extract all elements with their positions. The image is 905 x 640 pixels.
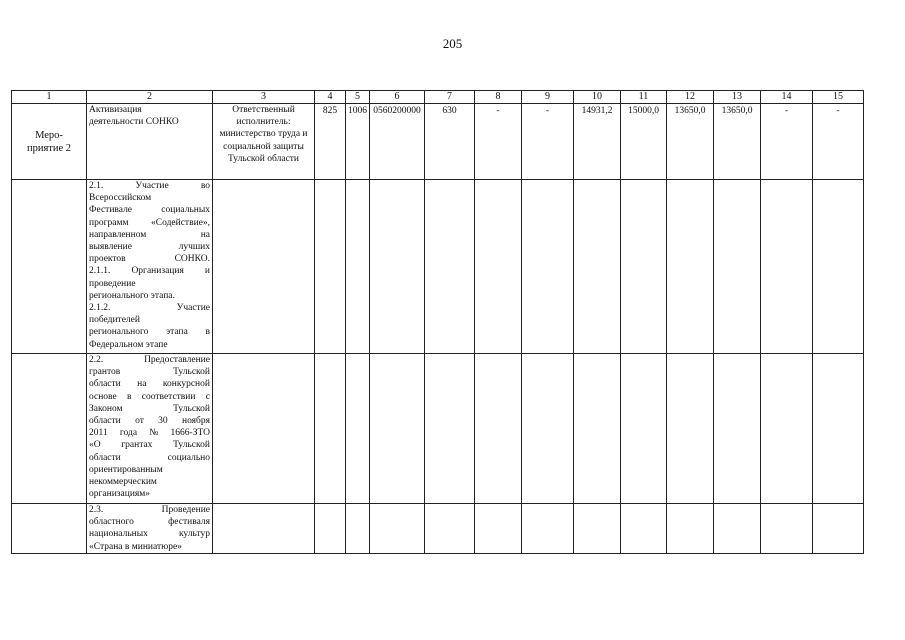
activity-word: и xyxy=(204,266,210,277)
activity-word: организациям» xyxy=(89,489,151,500)
page-number: 205 xyxy=(442,36,463,51)
activity-word: культур xyxy=(178,529,210,540)
empty-cell xyxy=(425,180,475,354)
column-header: 3 xyxy=(213,91,315,104)
activity-title-line: деятельности СОНКО xyxy=(89,117,179,128)
activity-word: области xyxy=(89,379,121,390)
value-cell: 630 xyxy=(425,104,475,180)
table-row xyxy=(12,504,864,554)
activity-text-line xyxy=(89,229,210,241)
activity-word: выявление xyxy=(89,242,132,253)
empty-cell xyxy=(475,180,522,354)
value-cell: 1006 xyxy=(346,104,370,180)
activity-word: 30 xyxy=(158,416,168,427)
activity-2-2-cell xyxy=(87,354,213,504)
column-header: 13 xyxy=(714,91,761,104)
activity-word: с xyxy=(205,391,210,402)
empty-cell xyxy=(621,180,667,354)
value-cell: 13650,0 xyxy=(667,104,714,180)
activity-word: в xyxy=(205,327,210,338)
activity-word: грантов xyxy=(89,367,121,378)
activity-word: программ xyxy=(89,217,129,228)
empty-cell xyxy=(522,180,574,354)
activity-word: проектов xyxy=(89,254,126,265)
empty-cell xyxy=(475,354,522,504)
empty-cell xyxy=(574,180,621,354)
activity-word: «Страна в миниатюре» xyxy=(89,541,182,552)
column-header: 10 xyxy=(574,91,621,104)
activity-text-line xyxy=(89,488,210,500)
activity-text-line xyxy=(89,504,210,516)
column-header: 4 xyxy=(315,91,346,104)
activity-text-line xyxy=(89,204,210,216)
activity-word: ноября xyxy=(181,416,210,427)
activity-text-line xyxy=(89,403,210,415)
activity-text-line xyxy=(89,314,210,326)
activity-word: года xyxy=(119,428,138,439)
empty-cell xyxy=(370,354,425,504)
column-header: 5 xyxy=(346,91,370,104)
column-header: 14 xyxy=(761,91,813,104)
activity-word: Участие xyxy=(135,181,169,191)
activity-text-line xyxy=(89,516,210,528)
activity-word: Тульской xyxy=(173,440,210,451)
column-header: 2 xyxy=(87,91,213,104)
empty-cell xyxy=(574,354,621,504)
empty-cell xyxy=(761,180,813,354)
value-cell: 14931,2 xyxy=(574,104,621,180)
column-header: 12 xyxy=(667,91,714,104)
activity-word: Организация xyxy=(131,266,184,277)
activity-word: области xyxy=(89,452,121,463)
empty-cell xyxy=(346,504,370,554)
column-header: 11 xyxy=(621,91,667,104)
activity-text-line xyxy=(89,339,210,351)
value-cell: - xyxy=(522,104,574,180)
activity-2-3-cell xyxy=(87,504,213,554)
activity-word: 2.2. xyxy=(89,355,104,365)
activity-word: Тульской xyxy=(173,403,210,414)
column-header: 6 xyxy=(370,91,425,104)
activity-word: Проведение xyxy=(161,505,210,515)
empty-cell xyxy=(213,504,315,554)
activity-word: этапа xyxy=(166,327,188,338)
activity-word: Федеральном этапе xyxy=(89,339,168,350)
empty-cell xyxy=(315,354,346,504)
empty-cell xyxy=(425,504,475,554)
activity-word: Участие xyxy=(176,303,210,314)
activity-word: социально xyxy=(167,452,210,463)
empty-cell xyxy=(522,354,574,504)
empty-cell xyxy=(574,504,621,554)
empty-cell xyxy=(714,354,761,504)
row-label-cell xyxy=(12,104,87,180)
activity-text-line xyxy=(89,366,210,378)
activity-text-line xyxy=(89,253,210,265)
value-cell: - xyxy=(761,104,813,180)
activity-word: «О xyxy=(89,440,101,451)
activity-word: 2.1. xyxy=(89,181,104,191)
activity-text-line xyxy=(89,378,210,390)
activity-text-line xyxy=(89,290,210,302)
activity-word: 1666-ЗТО xyxy=(170,428,210,439)
activity-text-line xyxy=(89,528,210,540)
activity-word: Всероссийском xyxy=(89,193,152,204)
empty-cell xyxy=(621,354,667,504)
empty-cell xyxy=(213,354,315,504)
empty-cell xyxy=(667,354,714,504)
activity-text-line xyxy=(89,241,210,253)
empty-cell xyxy=(621,504,667,554)
activity-text-line xyxy=(89,326,210,338)
empty-cell xyxy=(370,504,425,554)
activity-title-cell xyxy=(87,104,213,180)
activity-text-line xyxy=(89,217,210,229)
empty-cell xyxy=(346,354,370,504)
activity-text-line xyxy=(89,302,210,314)
activity-text-line xyxy=(89,192,210,204)
value-cell: 0560200000 xyxy=(370,104,425,180)
empty-cell xyxy=(213,180,315,354)
activity-text-line xyxy=(89,415,210,427)
budget-table xyxy=(11,90,864,554)
activity-word: ориентированным xyxy=(89,464,163,475)
column-header: 1 xyxy=(12,91,87,104)
executor-cell: Ответственный исполнитель: министерство труда и социальной защиты Тульской области xyxy=(213,104,315,180)
activity-word: регионального xyxy=(89,327,149,338)
activity-text-line xyxy=(89,476,210,488)
activity-word: СОНКО. xyxy=(174,254,210,265)
activity-text-line xyxy=(89,541,210,553)
empty-cell xyxy=(315,504,346,554)
row-label-line: приятие 2 xyxy=(26,142,72,154)
table-row xyxy=(12,104,864,180)
activity-text-line xyxy=(89,452,210,464)
activity-word: областного xyxy=(89,517,134,528)
activity-word: лучших xyxy=(178,242,210,253)
activity-word: на xyxy=(137,379,147,390)
activity-word: некоммерческим xyxy=(89,477,157,488)
activity-text-line xyxy=(89,439,210,451)
activity-word: грантах xyxy=(121,440,153,451)
activity-text-line xyxy=(89,391,210,403)
value-cell: - xyxy=(813,104,864,180)
activity-word: регионального этапа. xyxy=(89,290,175,301)
activity-word: Предоставление xyxy=(144,355,210,365)
table-row xyxy=(12,354,864,504)
empty-cell xyxy=(714,180,761,354)
empty-cell xyxy=(346,180,370,354)
activity-word: фестиваля xyxy=(168,517,210,528)
empty-cell xyxy=(12,180,87,354)
row-label-line: Меро- xyxy=(35,129,63,141)
activity-word: «Содействие», xyxy=(151,217,210,228)
activity-text-line xyxy=(89,427,210,439)
empty-cell xyxy=(813,180,864,354)
activity-text-line xyxy=(89,354,210,366)
activity-word: проведение xyxy=(89,278,136,289)
activity-word: 2.1.1. xyxy=(89,266,111,277)
activity-title-line: Активизация xyxy=(89,105,142,115)
value-cell: 13650,0 xyxy=(714,104,761,180)
activity-text-line xyxy=(89,278,210,290)
empty-cell xyxy=(425,354,475,504)
empty-cell xyxy=(12,504,87,554)
activity-word: 2.3. xyxy=(89,505,104,515)
table-row xyxy=(12,180,864,354)
activity-word: Законом xyxy=(89,403,123,414)
activity-word: Тульской xyxy=(173,367,210,378)
column-number-row xyxy=(12,91,864,104)
empty-cell xyxy=(370,180,425,354)
activity-word: победителей xyxy=(89,315,140,326)
activity-word: направленном xyxy=(89,229,147,240)
empty-cell xyxy=(12,354,87,504)
column-header: 8 xyxy=(475,91,522,104)
empty-cell xyxy=(714,504,761,554)
activity-text-line xyxy=(89,180,210,192)
activity-word: 2011 xyxy=(89,428,108,439)
activity-word: во xyxy=(200,181,210,191)
empty-cell xyxy=(475,504,522,554)
value-cell: 825 xyxy=(315,104,346,180)
activity-word: Фестивале xyxy=(89,205,133,216)
column-header: 9 xyxy=(522,91,574,104)
activity-text-line xyxy=(89,464,210,476)
activity-word: конкурсной xyxy=(162,379,210,390)
activity-text-line xyxy=(89,265,210,277)
empty-cell xyxy=(813,354,864,504)
activity-word: 2.1.2. xyxy=(89,303,111,314)
activity-word: основе xyxy=(89,391,117,402)
activity-word: области xyxy=(89,416,121,427)
activity-2-1-cell xyxy=(87,180,213,354)
empty-cell xyxy=(522,504,574,554)
value-cell: - xyxy=(475,104,522,180)
empty-cell xyxy=(667,504,714,554)
empty-cell xyxy=(667,180,714,354)
empty-cell xyxy=(761,354,813,504)
column-header: 15 xyxy=(813,91,864,104)
activity-word: от xyxy=(135,416,144,427)
empty-cell xyxy=(315,180,346,354)
activity-word: национальных xyxy=(89,529,148,540)
activity-word: соответствии xyxy=(141,391,196,402)
activity-word: на xyxy=(200,229,210,240)
value-cell: 15000,0 xyxy=(621,104,667,180)
empty-cell xyxy=(813,504,864,554)
empty-cell xyxy=(761,504,813,554)
column-header: 7 xyxy=(425,91,475,104)
activity-word: № xyxy=(149,428,159,439)
activity-word: в xyxy=(126,391,132,402)
activity-word: социальных xyxy=(161,205,210,216)
